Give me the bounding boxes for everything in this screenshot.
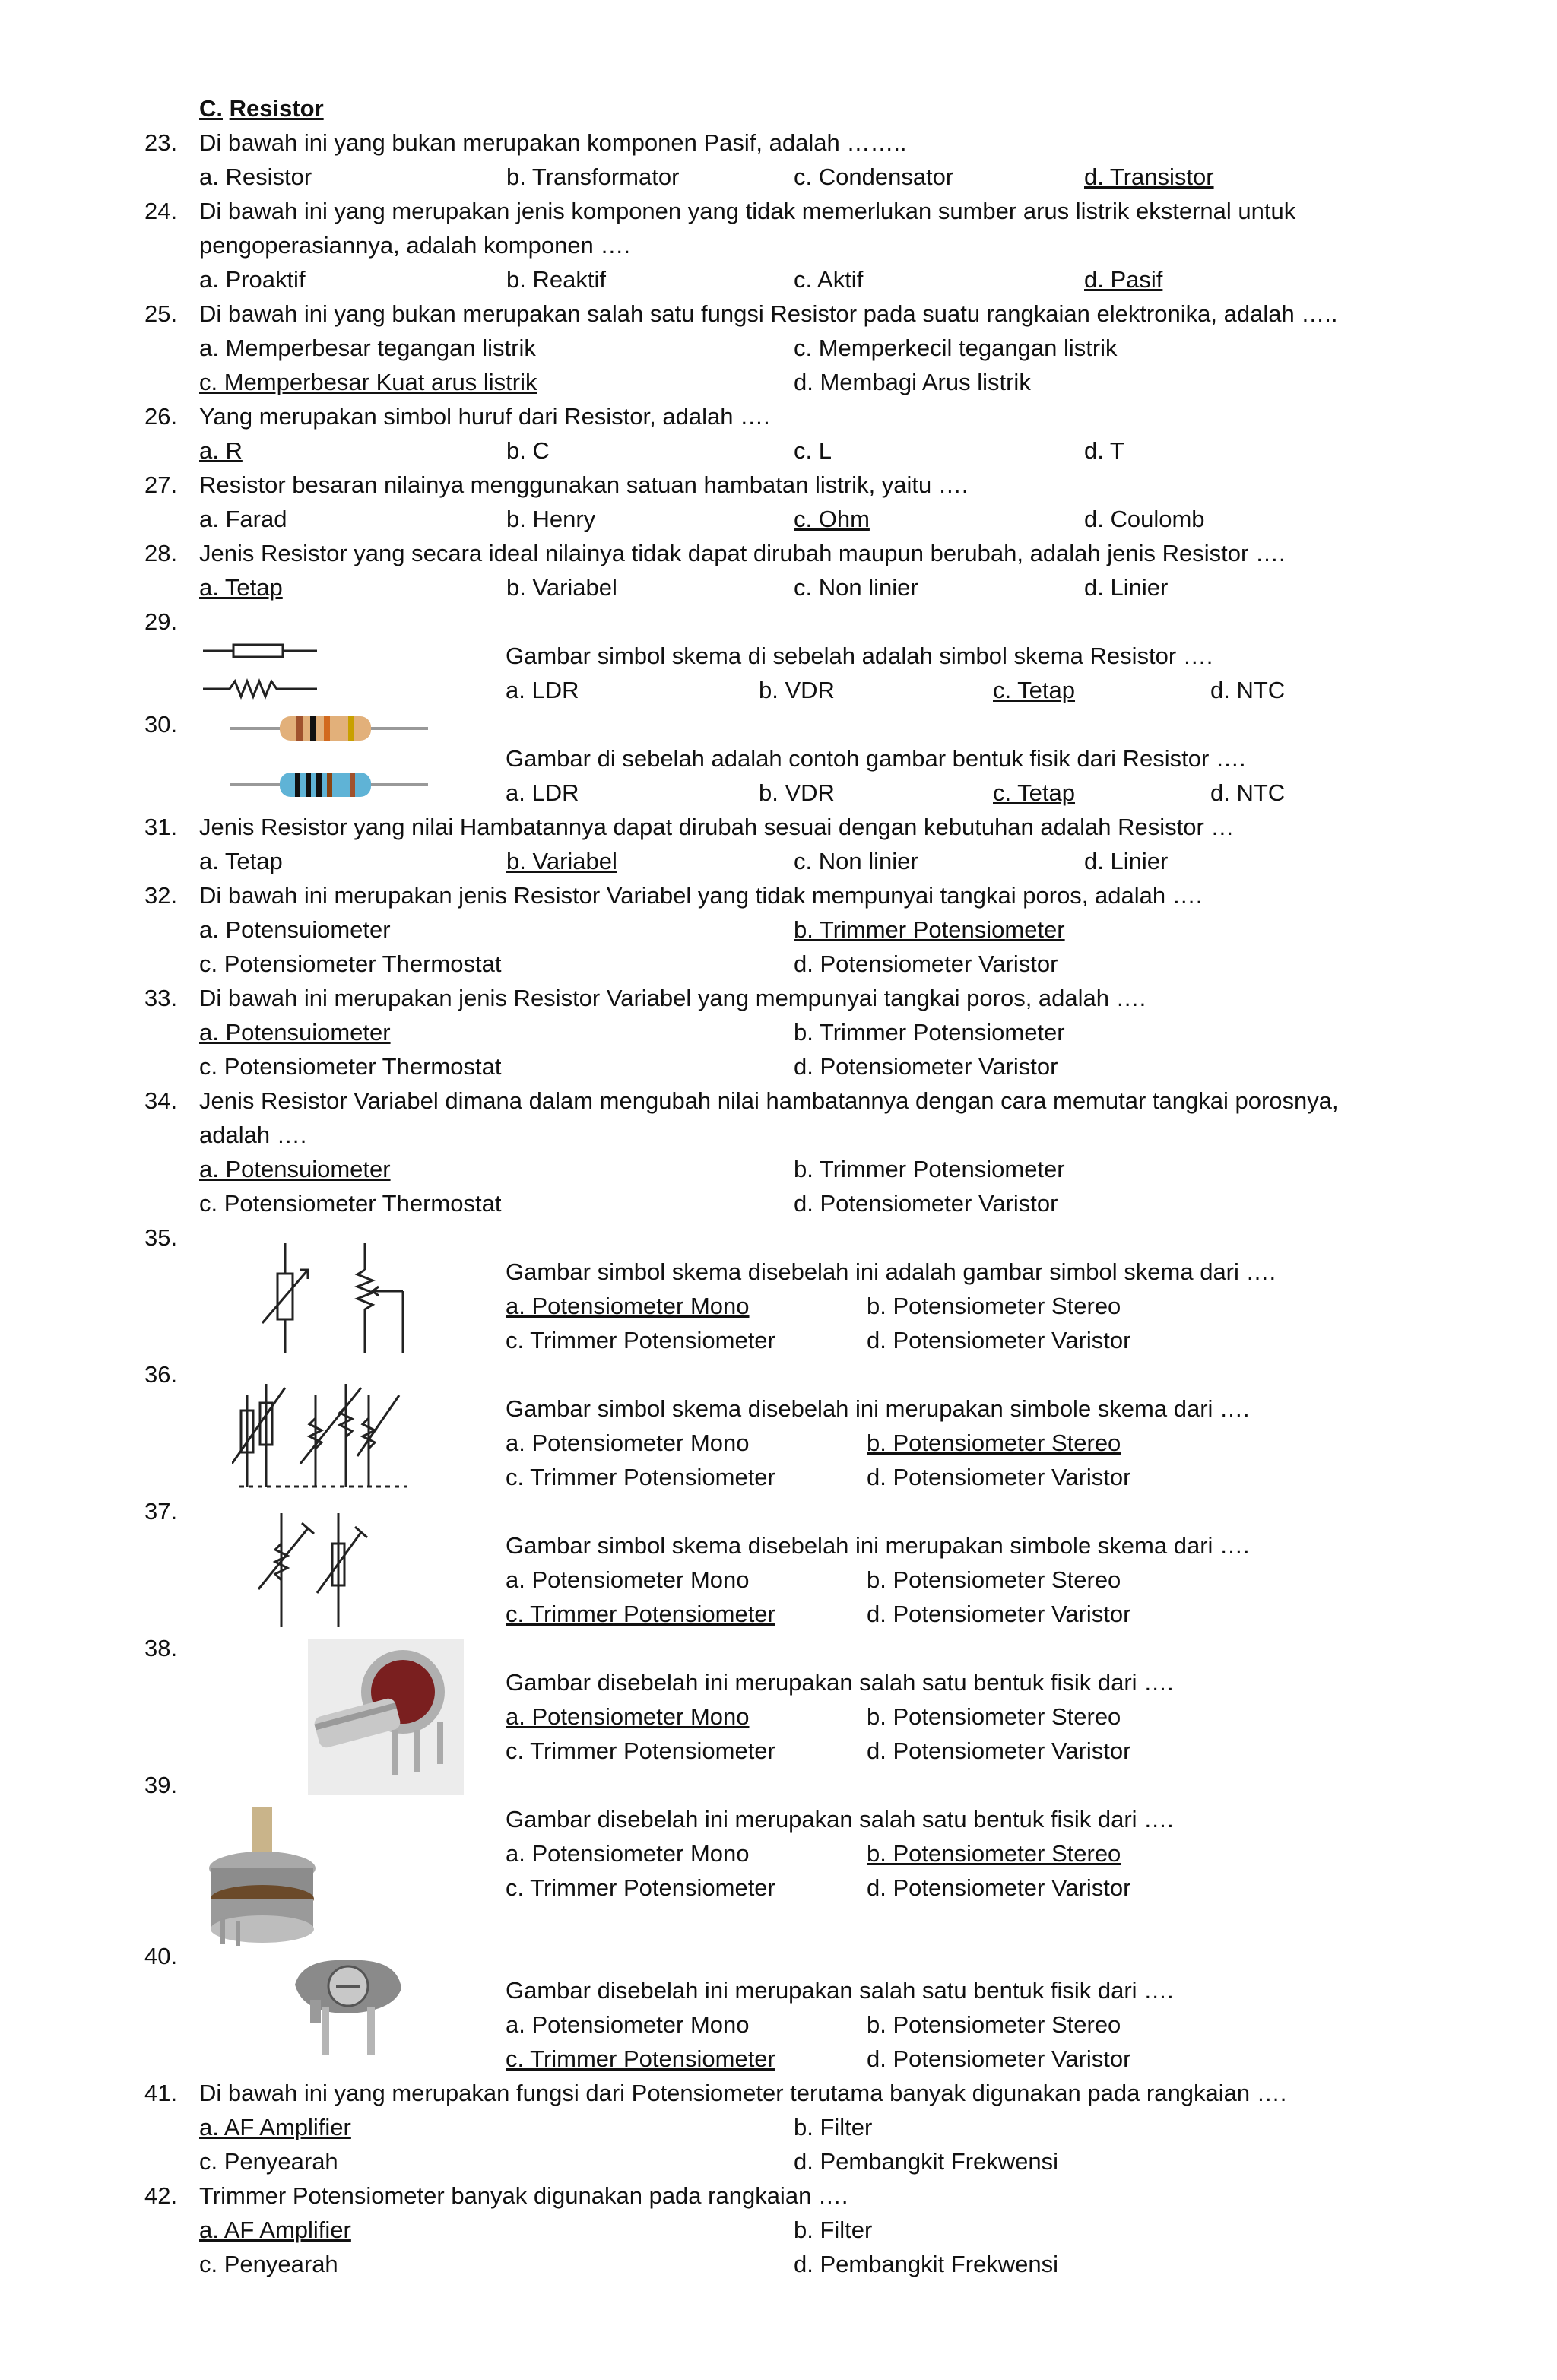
answer-option: c. Tetap xyxy=(993,779,1076,806)
option: a. Potensiometer Mono xyxy=(506,1840,750,1867)
option: a. Resistor xyxy=(199,163,312,190)
question-text: Di bawah ini yang merupakan fungsi dari Potensiometer terutama banyak digunakan pada rangkaian …. xyxy=(199,2080,1287,2106)
question-text: Di bawah ini yang bukan merupakan komponen Pasif, adalah …….. xyxy=(199,129,907,156)
question-text: Jenis Resistor Variabel dimana dalam mengubah nilai hambatannya dengan cara memutar tangkai porosnya, xyxy=(199,1087,1339,1114)
question-text: Gambar simbol skema di sebelah adalah simbol skema Resistor …. xyxy=(506,643,1213,669)
answer-option: c. Trimmer Potensiometer xyxy=(506,1601,775,1627)
option: d. Potensiometer Varistor xyxy=(867,2045,1131,2072)
potentiometer-mono-photo-figure xyxy=(308,1639,464,1795)
option: d. Potensiometer Varistor xyxy=(867,1874,1131,1901)
option: d. Potensiometer Varistor xyxy=(867,1327,1131,1353)
option: a. Farad xyxy=(199,506,287,532)
question-number: 38. xyxy=(144,1635,178,1661)
option: d. Linier xyxy=(1084,848,1169,874)
option: d. Potensiometer Varistor xyxy=(794,1190,1058,1217)
question-text: Gambar di sebelah adalah contoh gambar bentuk fisik dari Resistor …. xyxy=(506,745,1246,772)
option: a. Proaktif xyxy=(199,266,306,293)
option: c. Trimmer Potensiometer xyxy=(506,1737,775,1764)
question-number: 41. xyxy=(144,2080,178,2106)
question-text: Gambar disebelah ini merupakan salah satu bentuk fisik dari …. xyxy=(506,1977,1174,2004)
question-text: Jenis Resistor yang nilai Hambatannya dapat dirubah sesuai dengan kebutuhan adalah Resistor … xyxy=(199,814,1235,840)
option: b. VDR xyxy=(759,677,835,703)
answer-option: b. Variabel xyxy=(506,848,617,874)
option: b. C xyxy=(506,437,550,464)
option: b. Potensiometer Stereo xyxy=(867,1566,1121,1593)
option: a. LDR xyxy=(506,677,579,703)
question-number: 24. xyxy=(144,198,178,224)
option: b. Potensiometer Stereo xyxy=(867,2011,1121,2038)
answer-option: b. Potensiometer Stereo xyxy=(867,1840,1121,1867)
option: a. LDR xyxy=(506,779,579,806)
question-number: 30. xyxy=(144,711,178,738)
option: c. Penyearah xyxy=(199,2251,338,2277)
answer-option: a. Potensiometer Mono xyxy=(506,1703,750,1730)
question-number: 33. xyxy=(144,985,178,1011)
option: d. Coulomb xyxy=(1084,506,1205,532)
answer-option: d. Transistor xyxy=(1084,163,1214,190)
question-text: Yang merupakan simbol huruf dari Resistor, adalah …. xyxy=(199,403,770,430)
answer-option: a. Potensuiometer xyxy=(199,1156,391,1182)
option: a. Memperbesar tegangan listrik xyxy=(199,335,536,361)
option: d. Potensiometer Varistor xyxy=(867,1737,1131,1764)
answer-option: c. Memperbesar Kuat arus listrik xyxy=(199,369,537,395)
question-number: 27. xyxy=(144,471,178,498)
answer-option: a. Potensuiometer xyxy=(199,1019,391,1046)
question-text: Di bawah ini merupakan jenis Resistor Variabel yang mempunyai tangkai poros, adalah …. xyxy=(199,985,1146,1011)
question-number: 25. xyxy=(144,300,178,327)
option: d. NTC xyxy=(1210,677,1286,703)
potentiometer-stereo-symbol-figure xyxy=(232,1380,414,1494)
option: b. Henry xyxy=(506,506,596,532)
option: a. Potensiometer Mono xyxy=(506,2011,750,2038)
answer-option: c. Trimmer Potensiometer xyxy=(506,2045,775,2072)
question-text-cont: pengoperasiannya, adalah komponen …. xyxy=(199,232,631,259)
option: d. Potensiometer Varistor xyxy=(794,950,1058,977)
option: c. Trimmer Potensiometer xyxy=(506,1874,775,1901)
answer-option: a. AF Amplifier xyxy=(199,2217,351,2243)
option: d. Membagi Arus listrik xyxy=(794,369,1031,395)
answer-option: c. Tetap xyxy=(993,677,1076,703)
option: b. Potensiometer Stereo xyxy=(867,1293,1121,1319)
option: b. VDR xyxy=(759,779,835,806)
option: c. Aktif xyxy=(794,266,864,293)
answer-option: a. Potensiometer Mono xyxy=(506,1293,750,1319)
option: d. Pembangkit Frekwensi xyxy=(794,2148,1059,2175)
answer-option: a. AF Amplifier xyxy=(199,2114,351,2140)
question-text: Jenis Resistor yang secara ideal nilainya tidak dapat dirubah maupun berubah, adalah jenis Resistor …. xyxy=(199,540,1286,566)
section-header xyxy=(199,94,324,124)
question-number: 39. xyxy=(144,1772,178,1798)
question-text: Di bawah ini yang bukan merupakan salah satu fungsi Resistor pada suatu rangkaian elektronika, adalah ….. xyxy=(199,300,1338,327)
option: b. Filter xyxy=(794,2217,873,2243)
question-number: 34. xyxy=(144,1087,178,1114)
option: c. Memperkecil tegangan listrik xyxy=(794,335,1118,361)
option: b. Variabel xyxy=(506,574,617,601)
question-text: Di bawah ini yang merupakan jenis komponen yang tidak memerlukan sumber arus listrik eksternal untuk xyxy=(199,198,1296,224)
option: d. T xyxy=(1084,437,1124,464)
option: c. Non linier xyxy=(794,848,918,874)
answer-option: b. Trimmer Potensiometer xyxy=(794,916,1065,943)
option: a. Potensiometer Mono xyxy=(506,1566,750,1593)
question-text: Gambar disebelah ini merupakan salah satu bentuk fisik dari …. xyxy=(506,1669,1174,1696)
trimmer-potentiometer-photo-figure xyxy=(287,1954,409,2061)
option: c. Potensiometer Thermostat xyxy=(199,1053,502,1080)
question-text: Trimmer Potensiometer banyak digunakan pada rangkaian …. xyxy=(199,2182,848,2209)
option: c. Condensator xyxy=(794,163,954,190)
answer-option: b. Potensiometer Stereo xyxy=(867,1430,1121,1456)
potentiometer-mono-symbol-figure xyxy=(251,1239,411,1357)
question-number: 36. xyxy=(144,1361,178,1388)
answer-option: a. R xyxy=(199,437,243,464)
option: c. Trimmer Potensiometer xyxy=(506,1464,775,1490)
option: d. Potensiometer Varistor xyxy=(867,1464,1131,1490)
option: b. Potensiometer Stereo xyxy=(867,1703,1121,1730)
fixed-resistor-symbol-figure xyxy=(199,636,328,704)
question-text: Gambar simbol skema disebelah ini merupakan simbole skema dari …. xyxy=(506,1395,1250,1422)
option: d. NTC xyxy=(1210,779,1286,806)
option: d. Potensiometer Varistor xyxy=(794,1053,1058,1080)
question-text: Gambar simbol skema disebelah ini merupakan simbole skema dari …. xyxy=(506,1532,1250,1559)
question-number: 37. xyxy=(144,1498,178,1525)
option: b. Filter xyxy=(794,2114,873,2140)
section-label: C. xyxy=(199,95,223,122)
answer-option: a. Tetap xyxy=(199,574,283,601)
question-number: 42. xyxy=(144,2182,178,2209)
question-number: 31. xyxy=(144,814,178,840)
question-number: 40. xyxy=(144,1943,178,1969)
question-number: 35. xyxy=(144,1224,178,1251)
option: a. Potensiometer Mono xyxy=(506,1430,750,1456)
option: a. Potensuiometer xyxy=(199,916,391,943)
section-title: Resistor xyxy=(229,95,324,122)
potentiometer-stereo-photo-figure xyxy=(205,1804,319,1948)
answer-option: c. Ohm xyxy=(794,506,870,532)
option: c. Non linier xyxy=(794,574,918,601)
option: d. Pembangkit Frekwensi xyxy=(794,2251,1059,2277)
question-text-cont: adalah …. xyxy=(199,1122,307,1148)
option: d. Potensiometer Varistor xyxy=(867,1601,1131,1627)
option: b. Trimmer Potensiometer xyxy=(794,1156,1065,1182)
resistor-photo-figure xyxy=(227,707,432,806)
question-number: 23. xyxy=(144,129,178,156)
question-text: Gambar simbol skema disebelah ini adalah gambar simbol skema dari …. xyxy=(506,1258,1276,1285)
option: c. Penyearah xyxy=(199,2148,338,2175)
option: c. L xyxy=(794,437,832,464)
option: c. Potensiometer Thermostat xyxy=(199,1190,502,1217)
question-number: 26. xyxy=(144,403,178,430)
option: d. Linier xyxy=(1084,574,1169,601)
option: b. Transformator xyxy=(506,163,680,190)
option: b. Reaktif xyxy=(506,266,606,293)
question-text: Resistor besaran nilainya menggunakan satuan hambatan listrik, yaitu …. xyxy=(199,471,969,498)
option: b. Trimmer Potensiometer xyxy=(794,1019,1065,1046)
question-text: Di bawah ini merupakan jenis Resistor Variabel yang tidak mempunyai tangkai poros, adalah …. xyxy=(199,882,1203,909)
answer-option: d. Pasif xyxy=(1084,266,1163,293)
question-text: Gambar disebelah ini merupakan salah satu bentuk fisik dari …. xyxy=(506,1806,1174,1833)
question-number: 28. xyxy=(144,540,178,566)
option: a. Tetap xyxy=(199,848,283,874)
trimmer-potentiometer-symbol-figure xyxy=(255,1509,376,1631)
question-number: 32. xyxy=(144,882,178,909)
option: c. Trimmer Potensiometer xyxy=(506,1327,775,1353)
question-number: 29. xyxy=(144,608,178,635)
option: c. Potensiometer Thermostat xyxy=(199,950,502,977)
